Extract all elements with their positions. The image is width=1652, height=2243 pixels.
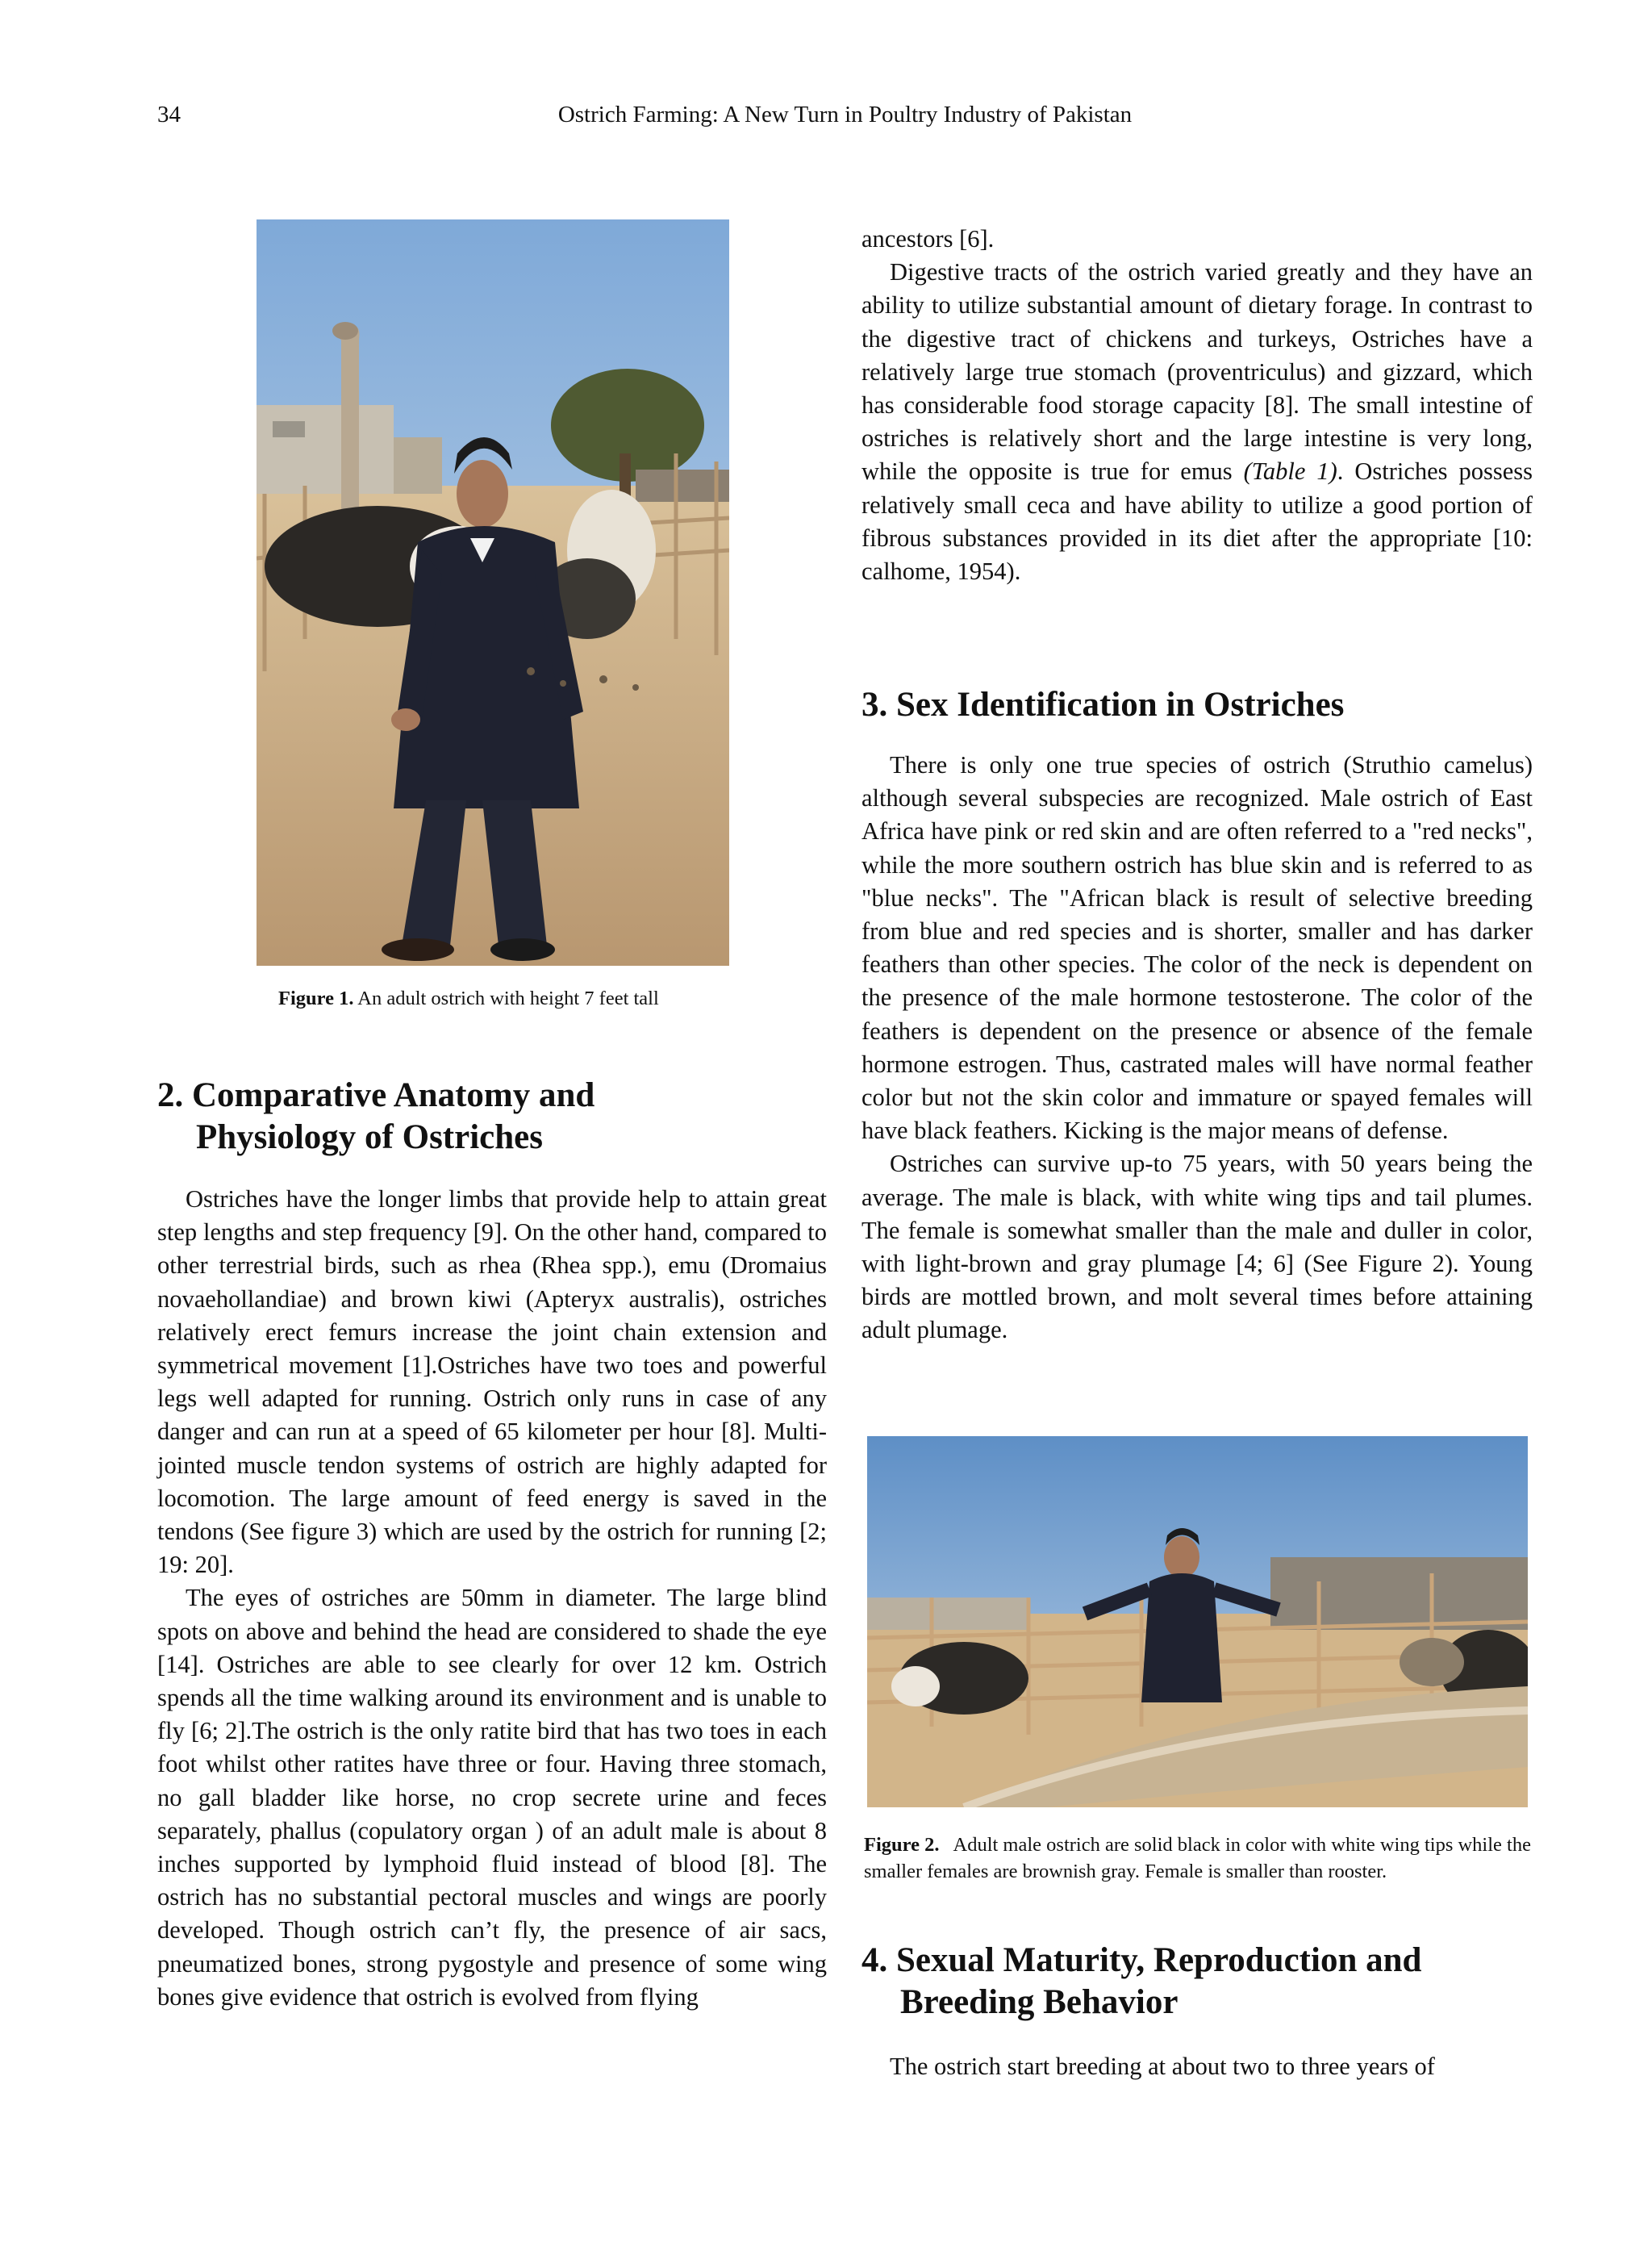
- figure-2-photo: [867, 1436, 1528, 1807]
- continuation-text: ancestors [6].: [861, 225, 995, 253]
- section-2-paragraph: The eyes of ostriches are 50mm in diameter. The large blind spots on above and behind the head are considered to shade the eye [14]. Ostriches are able to see clearly for over 12 km. Ostrich spends all the time walking around its environment and is unable to fly [6; 2].The ostrich is the only ratite bird that has two toes in each foot whilst other ratites have three or four. Having three stomach, no gall bladder like horse, no crop secrete urine and feces separately, phallus (copulatory organ ) of an adult male is about 8 inches supported by lymphoid fluid instead of blood [8]. The ostrich has no substantial pectoral muscles and wings are poorly developed. Though ostrich can’t fly, the presence of air sacs, pneumatized bones, strong pygostyle and presence of some wing bones give evidence that ostrich is evolved from flying: [157, 1584, 827, 2011]
- figure-1-caption-text: An adult ostrich with height 7 feet tall: [357, 988, 659, 1009]
- section-2-heading: [157, 1075, 883, 1159]
- section-3-paragraph: Ostriches can survive up-to 75 years, with 50 years being the average. The male is black, with white wing tips and tail plumes. The female is somewhat smaller than the male and duller in color, with light-brown and gray plumage [4; 6] (See Figure 2). Young birds are mottled brown, and molt several times before attaining adult plumage.: [861, 1150, 1533, 1344]
- section-2-number: 2.: [157, 1076, 184, 1114]
- section-4-heading: [861, 1940, 1533, 2024]
- ostrich-man-photo: [257, 219, 729, 966]
- running-title: Ostrich Farming: A New Turn in Poultry Industry of Pakistan: [557, 102, 1133, 127]
- page-number: 34: [157, 102, 181, 127]
- figure-2-caption-text: Adult male ostrich are solid black in color with white wing tips while the smaller females are brownish gray. Female is smaller than rooster.: [864, 1834, 1531, 1882]
- digestive-text-b: . Ostriches possess relatively small ceca and have ability to utilize a good portion of fibrous substances provided in its diet after the appropriate [10: calhome, 1954).: [861, 457, 1533, 586]
- digestive-text-a: Digestive tracts of the ostrich varied greatly and they have an ability to utilize substantial amount of dietary forage. In contrast to the digestive tract of chickens and turkeys, Ostriches have a relatively large true stomach (proventriculus) and gizzard, which has considerable food storage capacity [8]. The small intestine of ostriches is relatively short and the large intestine is very long, while the opposite is true for emus: [861, 258, 1533, 486]
- section-4-title-line2: Breeding Behavior: [900, 1983, 1179, 2021]
- section-2-paragraph: Ostriches have the longer limbs that provide help to attain great step lengths and step frequency [9]. On the other hand, compared to other terrestrial birds, such as rhea (Rhea spp.), emu (Dromaius novaehollandiae) and brown kiwi (Apteryx australis), ostriches relatively erect femurs increase the joint chain extension and symmetrical movement [1].Ostriches have two toes and powerful legs well adapted for running. Ostrich only runs in case of any danger and can run at a speed of 65 kilometer per hour [8]. Multi-jointed muscle tendon systems of ostrich are highly adapted for locomotion. The large amount of feed energy is saved in the tendons (See figure 3) which are used by the ostrich for running [2; 19: 20].: [157, 1185, 827, 1579]
- figure-2-caption: [864, 1832, 1533, 1885]
- section-2-title-line1: Comparative Anatomy and: [192, 1076, 595, 1114]
- section-4-body: [861, 2050, 1533, 2083]
- figure-2-label: Figure 2.: [864, 1834, 940, 1856]
- figure-1-caption: [278, 985, 730, 1012]
- section-3-heading: [861, 684, 1533, 726]
- figure-1-photo: [257, 219, 729, 966]
- left-column-body: [157, 1183, 827, 2014]
- section-3-title: Sex Identification in Ostriches: [896, 686, 1345, 724]
- page-header: [157, 102, 1533, 134]
- section-3-number: 3.: [861, 686, 888, 724]
- ostrich-farm-photo: [867, 1436, 1528, 1807]
- section-3-paragraph: There is only one true species of ostrich (Struthio camelus) although several subspecies are recognized. Male ostrich of East Africa have pink or red skin and are often referred to a "red necks", while the more southern ostrich has blue skin and is referred to as "blue necks". The "African black is result of selective breeding from blue and red species and is shorter, smaller and has darker feathers than other species. The color of the neck is dependent on the presence of the male hormone testosterone. The color of the feathers is dependent on the presence or absence of the female hormone estrogen. Thus, castrated males will have normal feather color but not the skin color and immature or spayed females will have black feathers. Kicking is the major means of defense.: [861, 751, 1533, 1145]
- section-2-title-line2: Physiology of Ostriches: [196, 1118, 543, 1156]
- digestive-paragraph: [861, 256, 1533, 588]
- right-column-top: [861, 223, 1533, 588]
- section-4-paragraph: The ostrich start breeding at about two to three years of: [890, 2053, 1435, 2080]
- section-4-title-line1: Sexual Maturity, Reproduction and: [896, 1941, 1422, 1979]
- table-reference: (Table 1): [1243, 457, 1337, 486]
- section-3-body: [861, 749, 1533, 1347]
- figure-1-label: Figure 1.: [278, 988, 354, 1009]
- section-4-number: 4.: [861, 1941, 888, 1979]
